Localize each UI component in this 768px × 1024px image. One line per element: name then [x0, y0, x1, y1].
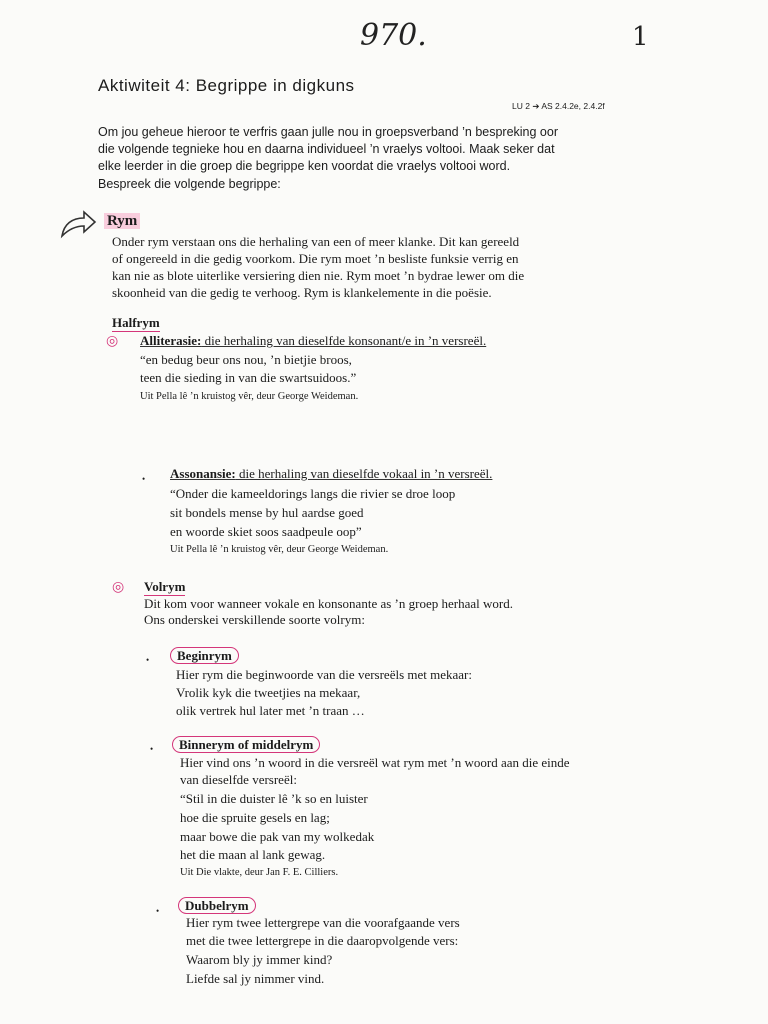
volrym-line: Dit kom voor wanneer vokale en konsonante as ’n groep herhaal word. — [144, 596, 513, 611]
bullet-marker: • — [146, 655, 150, 665]
assonansie-example-line: en woorde skiet soos saadpeule oop” — [170, 524, 362, 539]
assonansie-term: Assonansie: — [170, 466, 236, 481]
intro-line: Om jou geheue hieroor te verfris gaan julle nou in groepsverband ’n bespreking oor — [98, 125, 559, 139]
volrym-heading: Volrym — [144, 579, 186, 594]
alliterasie-example-line: “en bedug beur ons nou, ’n bietjie broos, — [140, 352, 352, 367]
bullet-marker: • — [142, 474, 146, 484]
intro-line: die volgende tegnieke hou en daarna individueel ’n vraelys voltooi. Maak seker dat — [98, 142, 555, 156]
page-number: 1 — [632, 22, 649, 52]
binnerym-heading: Binnerym of middelrym — [172, 737, 320, 753]
rym-line: skoonheid van die gedig te verhoog. Rym is klankelemente in die poësie. — [112, 285, 492, 300]
assonansie-example-line: “Onder die kameeldorings langs die rivier se droe loop — [170, 486, 456, 501]
arrow-icon — [58, 208, 98, 242]
dubbelrym-line: Liefde sal jy nimmer vind. — [186, 971, 325, 986]
intro-line: elke leerder in die groep die begrippe ken voordat die vraelys voltooi word. — [98, 159, 511, 173]
assonansie-text: die herhaling van dieselfde vokaal in ’n versreël. — [235, 466, 493, 481]
rym-line: Onder rym verstaan ons die herhaling van een of meer klanke. Dit kan gereeld — [112, 234, 520, 249]
rym-heading: Rym — [104, 213, 140, 230]
curriculum-reference: LU 2 ➔ AS 2.4.2e, 2.4.2f — [512, 101, 605, 111]
binnerym-line: maar bowe die pak van my wolkedak — [180, 829, 375, 844]
binnerym-line: Hier vind ons ’n woord in die versreël wat rym met ’n woord aan die einde — [180, 755, 570, 770]
assonansie-definition — [170, 466, 492, 482]
page-title: Aktiwiteit 4: Begrippe in digkuns — [98, 76, 355, 95]
dubbelrym-heading: Dubbelrym — [178, 898, 256, 914]
binnerym-line: het die maan al lank gewag. — [180, 847, 326, 862]
alliterasie-term: Alliterasie: — [140, 333, 202, 348]
margin-mark-icon: ◎ — [112, 580, 125, 595]
margin-mark-icon: ◎ — [106, 334, 119, 349]
alliterasie-text: die herhaling van dieselfde konsonant/e in ’n versreël. — [201, 333, 487, 348]
halfrym-heading: Halfrym — [112, 315, 160, 330]
alliterasie-source: Uit Pella lê ’n kruistog vêr, deur George Weideman. — [140, 391, 359, 402]
beginrym-line: olik vertrek hul later met ’n traan … — [176, 703, 365, 718]
alliterasie-example-line: teen die sieding in van die swartsuidoos.” — [140, 370, 357, 385]
volrym-line: Ons onderskei verskillende soorte volrym: — [144, 612, 365, 627]
intro-line: Bespreek die volgende begrippe: — [98, 177, 281, 191]
rym-line: of ongereeld in die gedig voorkom. Die rym moet ’n besliste funksie verrig en — [112, 251, 519, 266]
beginrym-line: Vrolik kyk die tweetjies na mekaar, — [176, 685, 361, 700]
assonansie-source: Uit Pella lê ’n kruistog vêr, deur George Weideman. — [170, 544, 389, 555]
binnerym-line: hoe die spruite gesels en lag; — [180, 810, 330, 825]
beginrym-line: Hier rym die beginwoorde van die versreëls met mekaar: — [176, 667, 472, 682]
dubbelrym-line: met die twee lettergrepe in die daaropvolgende vers: — [186, 933, 459, 948]
alliterasie-definition — [140, 333, 486, 349]
dubbelrym-line: Hier rym twee lettergrepe van die voorafgaande vers — [186, 915, 460, 930]
dubbelrym-line: Waarom bly jy immer kind? — [186, 952, 333, 967]
bullet-marker: • — [150, 744, 154, 754]
handwritten-number: 970. — [360, 18, 427, 53]
beginrym-heading: Beginrym — [170, 648, 239, 664]
binnerym-source: Uit Die vlakte, deur Jan F. E. Cilliers. — [180, 867, 339, 878]
rym-line: kan nie as blote uiterlike versiering dien nie. Rym moet ’n bydrae lewer om die — [112, 268, 525, 283]
binnerym-line: van dieselfde versreël: — [180, 772, 297, 787]
assonansie-example-line: sit bondels mense by hul aardse goed — [170, 505, 364, 520]
bullet-marker: • — [156, 906, 160, 916]
binnerym-line: “Stil in die duister lê ’k so en luister — [180, 791, 368, 806]
